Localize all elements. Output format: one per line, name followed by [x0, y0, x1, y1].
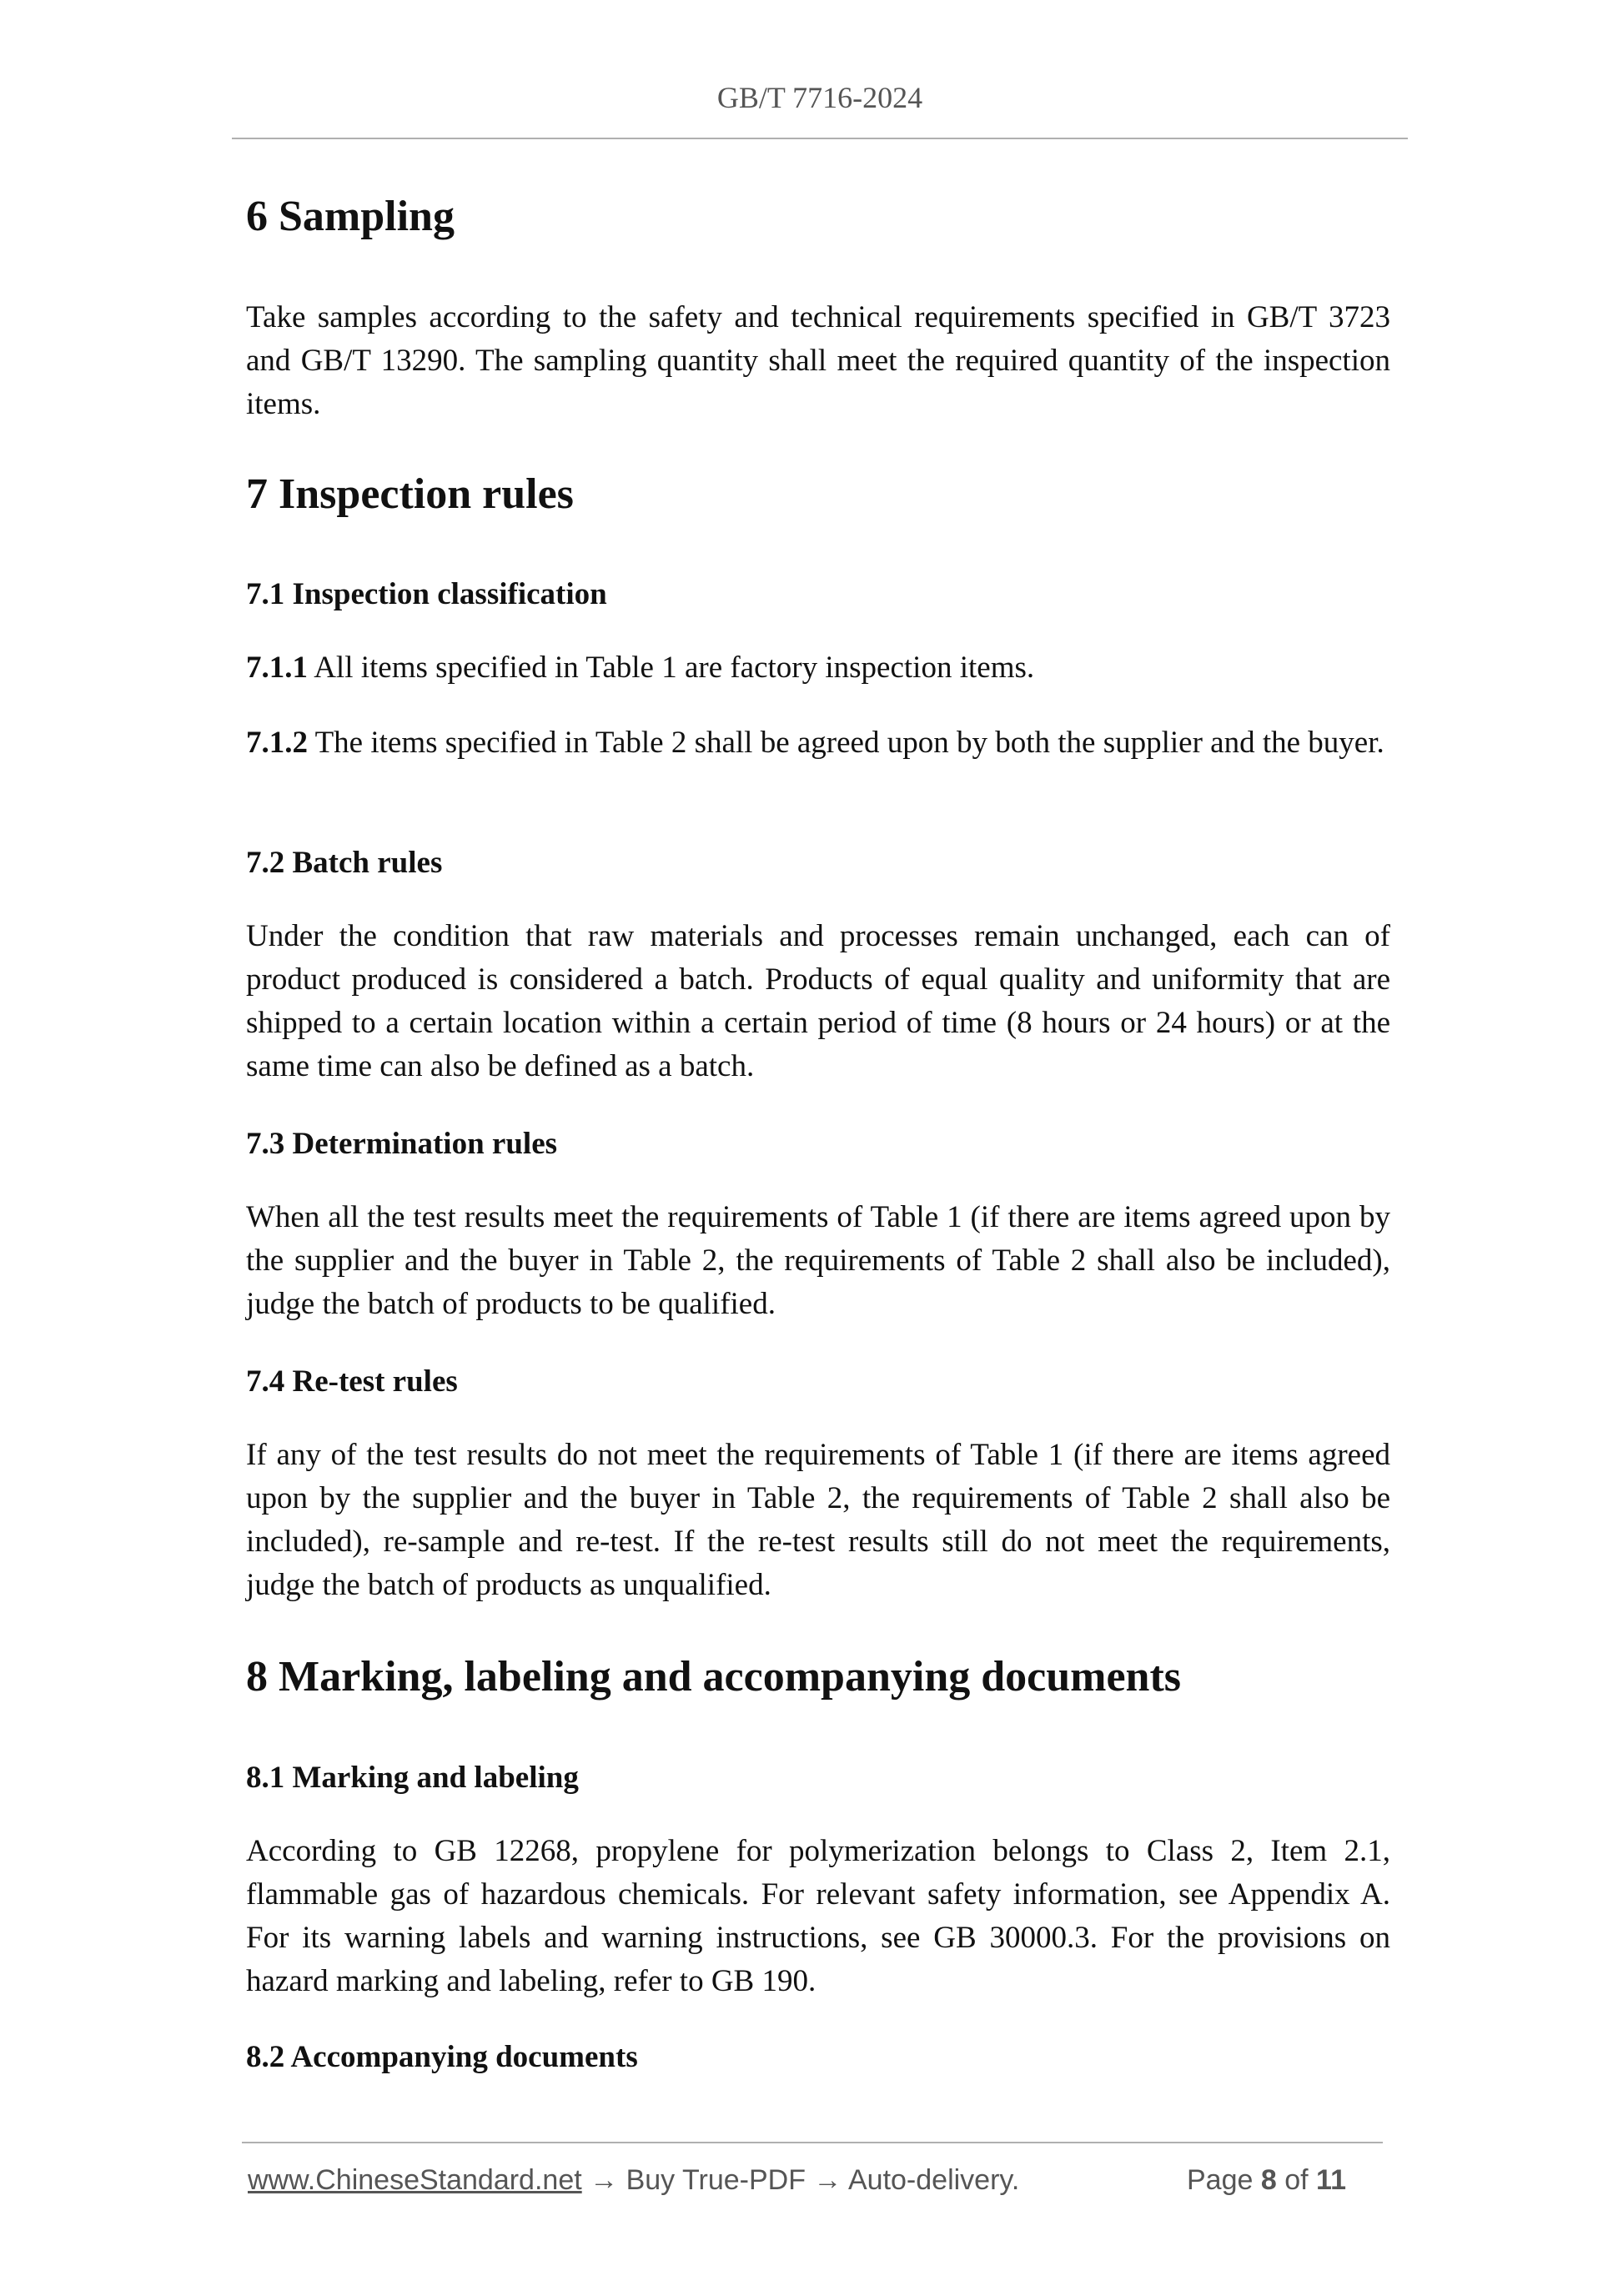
section-7-3-body: When all the test results meet the requirements of Table 1 (if there are items agreed upon by the supplier and the buyer in Table 2, the requirements of Table 2 shall also be included), judge the batch of products to be qualified.: [246, 1200, 1390, 1321]
section-7-4-heading: 7.4 Re-test rules: [246, 1364, 458, 1399]
page-label: Page: [1187, 2164, 1254, 2196]
clause-text: The items specified in Table 2 shall be agreed upon by both the supplier and the buyer.: [308, 726, 1384, 760]
section-7-3-heading: 7.3 Determination rules: [246, 1127, 558, 1161]
section-7-2-heading: 7.2 Batch rules: [246, 846, 443, 880]
clause-number: 7.1.1: [246, 651, 308, 685]
section-8-heading: 8 Marking, labeling and accompanying documents: [246, 1653, 1182, 1701]
page-total: 11: [1316, 2164, 1346, 2196]
clause-7-1-1: [246, 646, 1390, 690]
clause-number: 7.1.2: [246, 726, 308, 760]
clause-text: All items specified in Table 1 are factory inspection items.: [308, 651, 1035, 685]
page-current: 8: [1260, 2164, 1277, 2196]
section-7-heading: 7 Inspection rules: [246, 470, 574, 518]
footer-promo-text: → Buy True-PDF → Auto-delivery.: [581, 2164, 1020, 2196]
footer-divider: [242, 2142, 1383, 2143]
section-7-1-heading: 7.1 Inspection classification: [246, 577, 607, 611]
section-8-1-body: According to GB 12268, propylene for polymerization belongs to Class 2, Item 2.1, flammable gas of hazardous chemicals. For relevant safety information, see Appendix A. For its warning labels and warning instructions, see GB 30000.3. For the provisions on hazard marking and labeling, refer to GB 190.: [246, 1834, 1390, 1998]
section-8-2-heading: 8.2 Accompanying documents: [246, 2040, 638, 2074]
section-8-1-heading: 8.1 Marking and labeling: [246, 1761, 579, 1795]
section-6-body: Take samples according to the safety and technical requirements specified in GB/T 3723 and GB/T 13290. The sampling quantity shall meet the required quantity of the inspection items.: [246, 300, 1390, 421]
page-of: of: [1284, 2164, 1309, 2196]
page-number: [1187, 2164, 1346, 2197]
header-divider: [232, 138, 1408, 139]
clause-7-1-2: [246, 721, 1390, 765]
running-header: GB/T 7716-2024: [716, 81, 923, 114]
footer-promo: [248, 2164, 1019, 2197]
section-7-4-body: If any of the test results do not meet the requirements of Table 1 (if there are items agreed upon by the supplier and the buyer in Table 2, the requirements of Table 2 shall also be included), re-sample and re-test. If the re-test results still do not meet the requirements, judge the batch of products as unqualified.: [246, 1438, 1390, 1602]
website-link[interactable]: www.ChineseStandard.net: [248, 2164, 582, 2196]
section-7-2-body: Under the condition that raw materials and processes remain unchanged, each can of product produced is considered a batch. Products of equal quality and uniformity that are shipped to a certain location within a certain period of time (8 hours or 24 hours) or at the same time can also be defined as a batch.: [246, 919, 1390, 1083]
section-6-heading: 6 Sampling: [246, 193, 455, 240]
